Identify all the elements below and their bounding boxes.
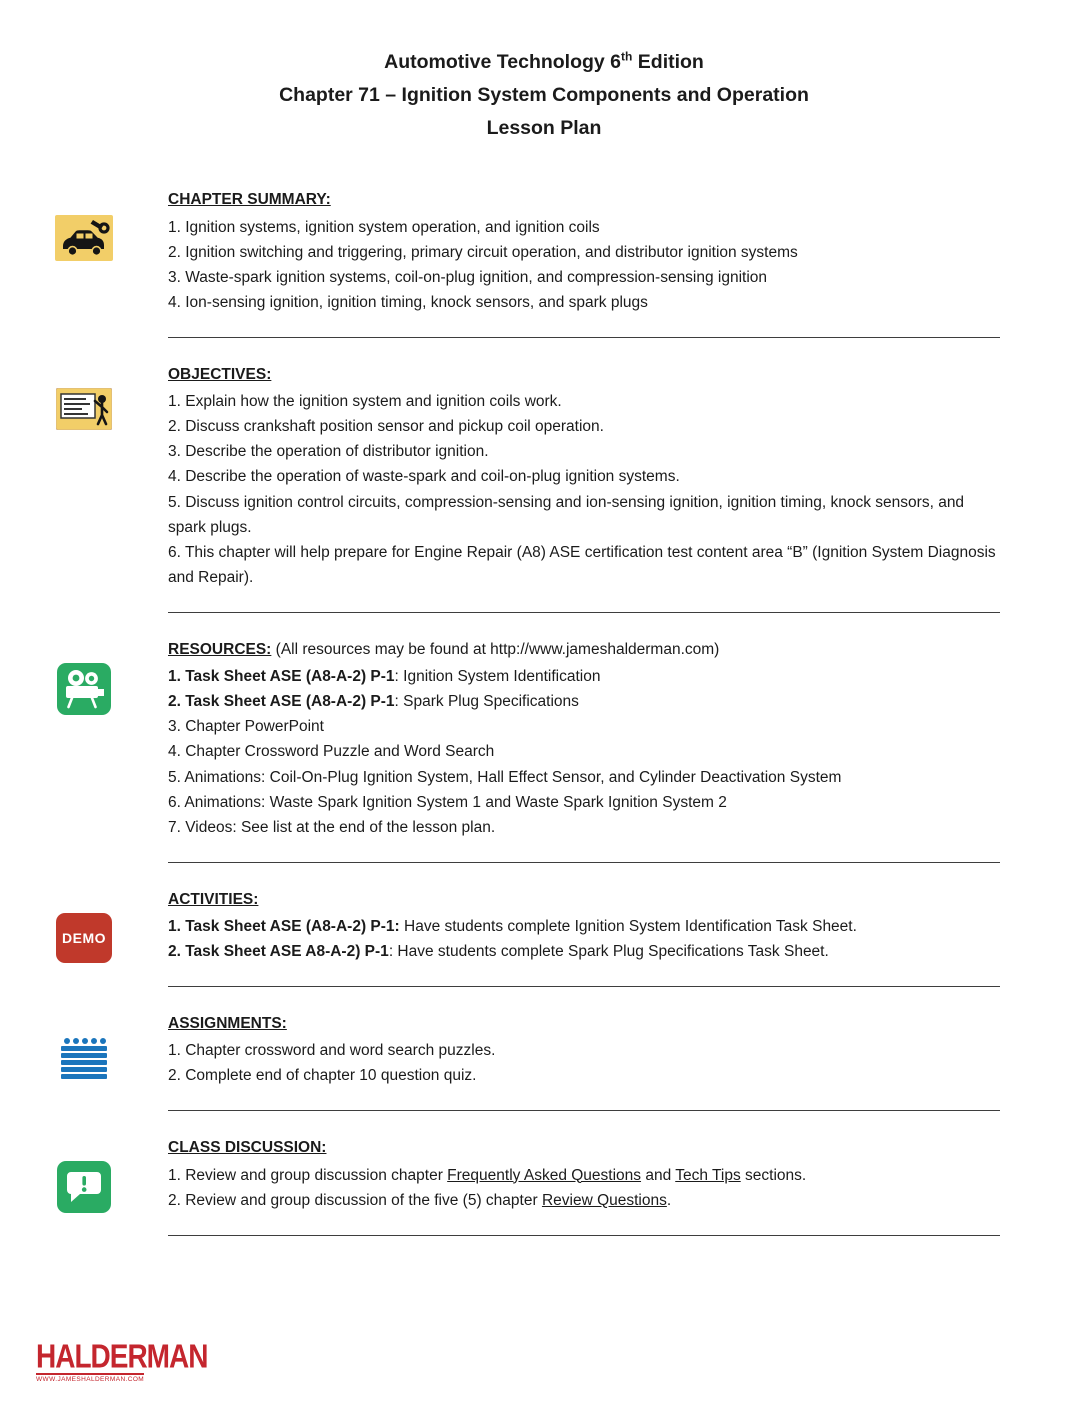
reference-tech-tips: Tech Tips xyxy=(675,1166,741,1184)
list-item xyxy=(168,714,1000,739)
section-heading-text: ASSIGNMENTS: xyxy=(168,1015,287,1033)
list-item-text: : Ignition System Identification xyxy=(394,668,601,686)
section-body xyxy=(168,637,1000,863)
list-item-text: : Have students complete Spark Plug Specifications Task Sheet. xyxy=(388,943,829,961)
list-item: 1. Chapter crossword and word search puzzles. xyxy=(168,1042,496,1060)
list-item: 6. This chapter will help prepare for Engine Repair (A8) ASE certification test content area “B” (Ignition System Diagnosis and Repair). xyxy=(168,543,996,586)
section-body xyxy=(168,362,1000,613)
section-heading xyxy=(168,187,1000,212)
reference-faq: Frequently Asked Questions xyxy=(447,1166,642,1184)
list-item xyxy=(168,1188,1000,1213)
list-item-text: 1. Review and group discussion chapter xyxy=(168,1166,448,1184)
icon-column xyxy=(0,1135,168,1235)
section-heading-text: CLASS DISCUSSION: xyxy=(168,1139,327,1157)
section-heading xyxy=(168,1135,1000,1160)
icon-column xyxy=(0,637,168,863)
title-line-2: Chapter 71 – Ignition System Components and Operation xyxy=(279,84,809,107)
title-superscript: th xyxy=(621,49,633,64)
list-item-text: 5. Animations: Coil-On-Plug Ignition System, Hall Effect Sensor, and Cylinder Deactivation System xyxy=(168,768,842,786)
section-divider xyxy=(168,862,1000,863)
section-body xyxy=(168,1011,1000,1111)
list-item xyxy=(168,815,1000,840)
list-item xyxy=(168,689,1000,714)
list-item: 3. Waste-spark ignition systems, coil-on-plug ignition, and compression-sensing ignition xyxy=(168,268,768,286)
section-assignments xyxy=(0,1011,1088,1111)
list-item xyxy=(168,939,1000,964)
demo-badge-icon xyxy=(56,913,112,963)
list-item-text: sections. xyxy=(740,1166,807,1184)
section-objectives xyxy=(0,362,1088,613)
title-line-3: Lesson Plan xyxy=(486,117,602,140)
section-divider xyxy=(168,1235,1000,1236)
list-item-text: Have students complete Ignition System Identification Task Sheet. xyxy=(399,917,857,935)
list-item: 2. Complete end of chapter 10 question quiz. xyxy=(168,1067,477,1085)
list-item-text: 4. Chapter Crossword Puzzle and Word Search xyxy=(168,743,495,761)
icon-column xyxy=(0,187,168,338)
section-chapter-summary xyxy=(0,187,1088,338)
video-projector-icon xyxy=(57,663,111,720)
list-item-bold: 2. Task Sheet ASE (A8-A-2) P-1 xyxy=(168,693,395,711)
halderman-logo-tagline: WWW.JAMESHALDERMAN.COM xyxy=(36,1373,144,1383)
resources-note: (All resources may be found at http://www.jameshalderman.com) xyxy=(271,640,720,658)
list-item-text: 3. Chapter PowerPoint xyxy=(168,718,324,736)
list-item xyxy=(168,765,1000,790)
section-body xyxy=(168,187,1000,338)
section-divider xyxy=(168,986,1000,987)
car-repair-icon xyxy=(55,215,113,266)
list-item-text: 6. Animations: Waste Spark Ignition System 1 and Waste Spark Ignition System 2 xyxy=(168,793,727,811)
section-class-discussion xyxy=(0,1135,1088,1235)
icon-column xyxy=(0,362,168,613)
title-line-1-text: Automotive Technology 6 xyxy=(384,51,622,73)
section-divider xyxy=(168,1110,1000,1111)
list-item: 2. Ignition switching and triggering, primary circuit operation, and distributor ignition systems xyxy=(168,243,798,261)
list-item-text: 2. Review and group discussion of the five (5) chapter xyxy=(168,1191,542,1209)
list-item-text: . xyxy=(666,1191,672,1209)
list-item xyxy=(168,1163,1000,1188)
document-title xyxy=(0,46,1088,145)
content xyxy=(0,187,1088,1235)
list-item xyxy=(168,739,1000,764)
section-heading-text: OBJECTIVES: xyxy=(168,365,272,383)
list-item: 4. Describe the operation of waste-spark and coil-on-plug ignition systems. xyxy=(168,468,680,486)
title-line-1 xyxy=(0,46,1088,79)
list-item xyxy=(168,790,1000,815)
section-heading-text: RESOURCES: xyxy=(168,640,272,658)
reference-review-questions: Review Questions xyxy=(541,1191,667,1209)
list-item: 2. Discuss crankshaft position sensor and pickup coil operation. xyxy=(168,418,604,436)
section-body xyxy=(168,1135,1000,1235)
section-body xyxy=(168,887,1000,987)
list-item-text: and xyxy=(641,1166,676,1184)
list-item-bold: 2. Task Sheet ASE A8-A-2) P-1 xyxy=(168,943,389,961)
list-item: 4. Ion-sensing ignition, ignition timing, knock sensors, and spark plugs xyxy=(168,293,648,311)
section-heading xyxy=(168,362,1000,387)
icon-column xyxy=(0,1011,168,1111)
section-resources xyxy=(0,637,1088,863)
lined-notes-icon xyxy=(59,1037,109,1086)
list-item xyxy=(168,664,1000,689)
list-item-bold: 1. Task Sheet ASE (A8-A-2) P-1 xyxy=(168,668,395,686)
speech-bubble-exclamation-icon xyxy=(57,1161,111,1218)
list-item xyxy=(168,914,1000,939)
section-heading-text: ACTIVITIES: xyxy=(168,890,259,908)
section-divider xyxy=(168,337,1000,338)
icon-column xyxy=(0,887,168,987)
halderman-logo xyxy=(36,1338,207,1383)
title-line-1-suffix: Edition xyxy=(632,51,704,73)
halderman-logo-text: HALDERMAN xyxy=(36,1338,208,1375)
list-item-text: : Spark Plug Specifications xyxy=(394,693,579,711)
demo-badge-label: DEMO xyxy=(56,913,112,963)
section-heading-text: CHAPTER SUMMARY: xyxy=(168,191,331,209)
section-divider xyxy=(168,612,1000,613)
list-item: 1. Ignition systems, ignition system operation, and ignition coils xyxy=(168,218,600,236)
whiteboard-presenter-icon xyxy=(56,388,112,435)
section-heading xyxy=(168,637,1000,662)
list-item-text: 7. Videos: See list at the end of the lesson plan. xyxy=(168,818,496,836)
section-heading xyxy=(168,887,1000,912)
list-item: 3. Describe the operation of distributor ignition. xyxy=(168,443,489,461)
list-item: 1. Explain how the ignition system and ignition coils work. xyxy=(168,393,562,411)
list-item-bold: 1. Task Sheet ASE (A8-A-2) P-1: xyxy=(168,917,400,935)
section-activities xyxy=(0,887,1088,987)
section-heading xyxy=(168,1011,1000,1036)
list-item: 5. Discuss ignition control circuits, compression-sensing and ion-sensing ignition, ignition timing, knock sensors, and spark plugs. xyxy=(168,493,965,536)
